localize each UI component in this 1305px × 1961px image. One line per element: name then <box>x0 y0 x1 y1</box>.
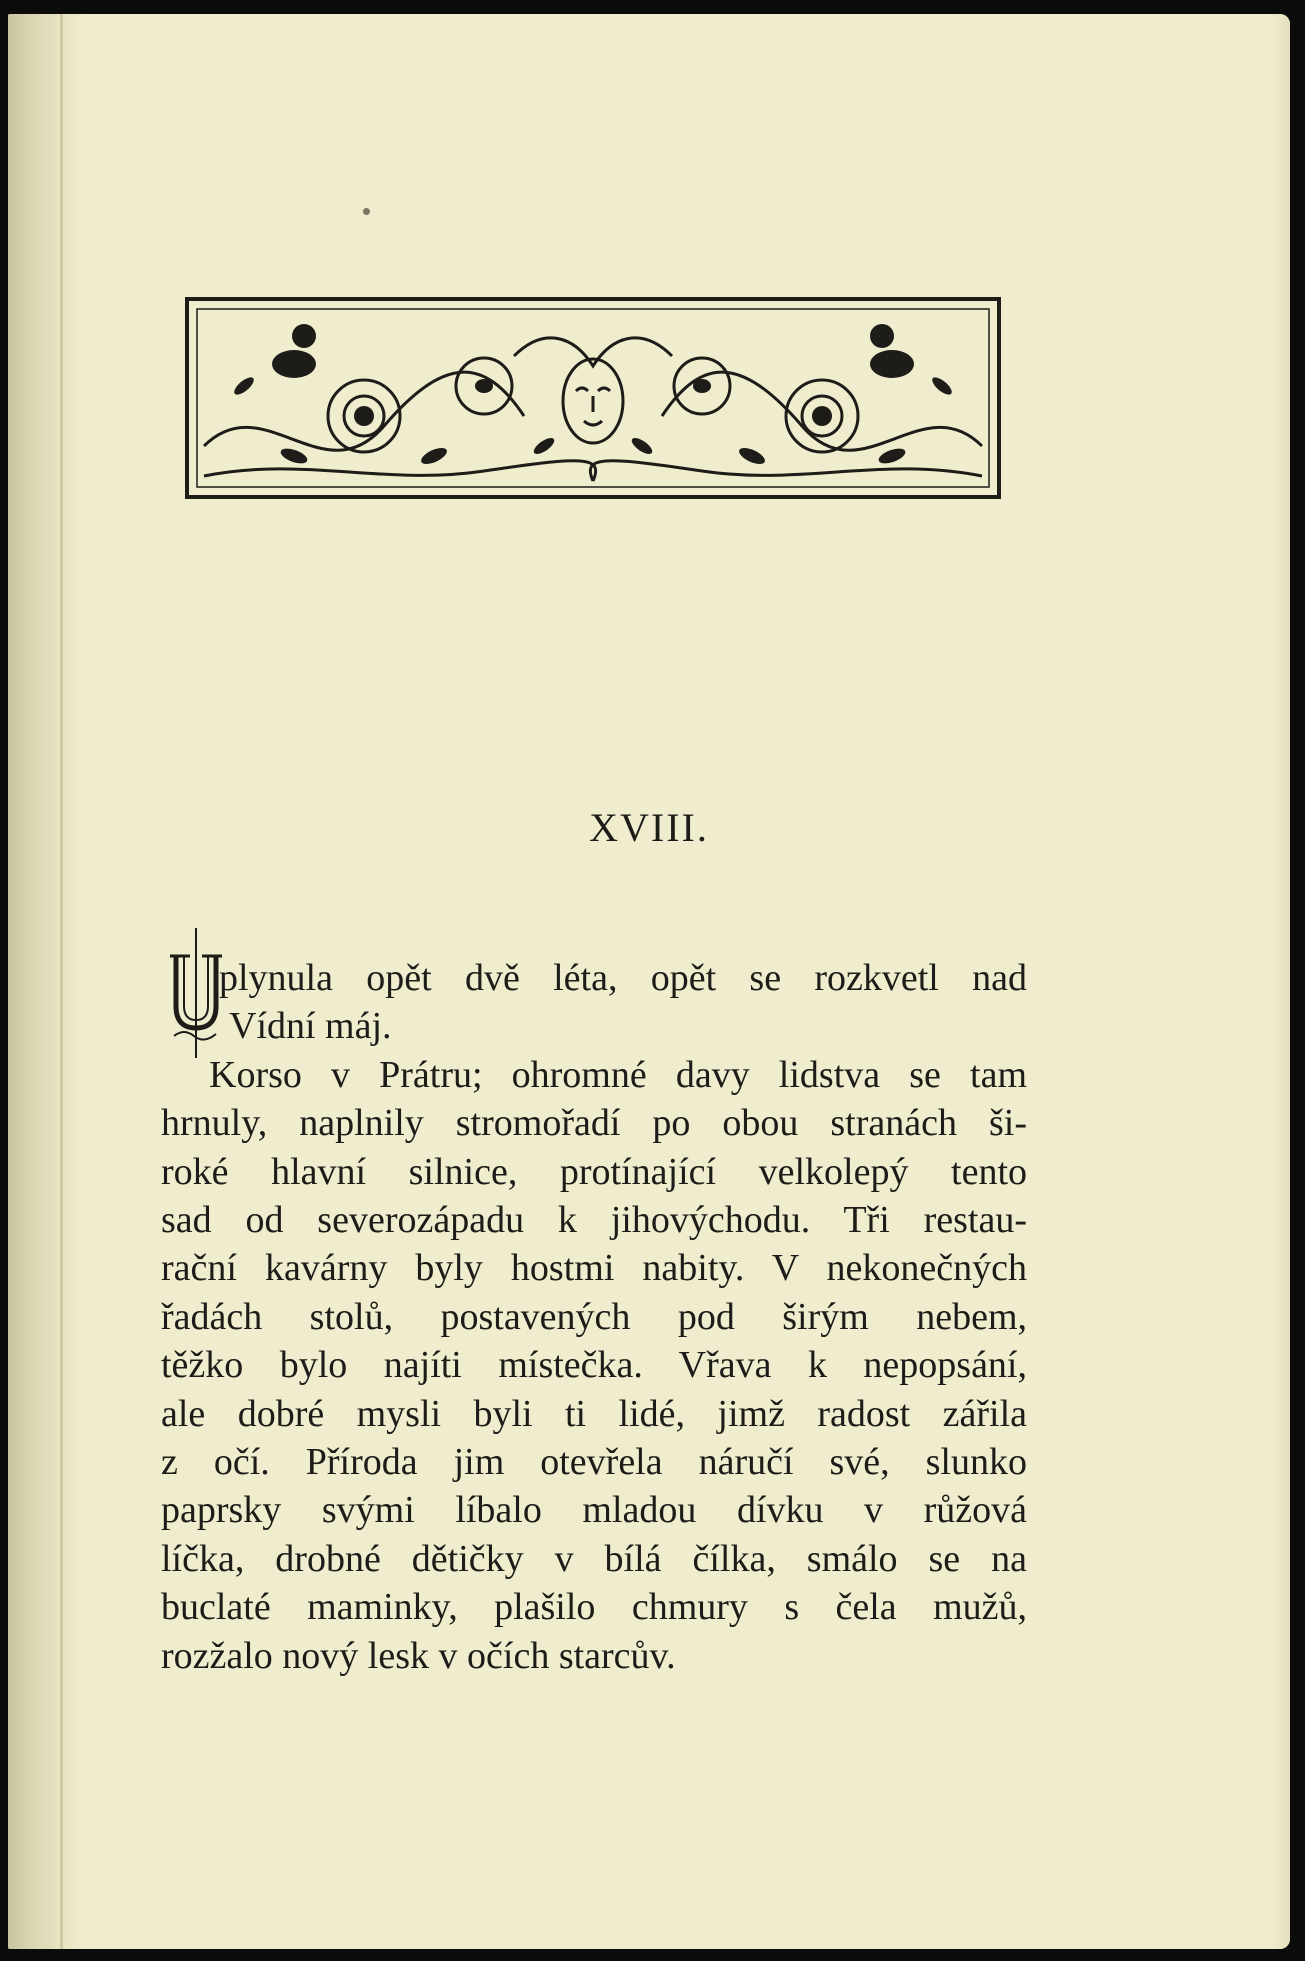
text-line: z očí. Příroda jim otevřela náručí své, slunko <box>161 1441 1027 1484</box>
gutter-fold-line <box>60 14 63 1949</box>
text-line: těžko bylo najíti místečka. Vřava k nepopsání, <box>161 1344 1027 1387</box>
page-gutter-shadow <box>8 14 86 1949</box>
text-line: roké hlavní silnice, protínající velkolepý tento <box>161 1150 1027 1193</box>
text-line: ale dobré mysli byli ti lidé, jimž radost zářila <box>161 1392 1027 1435</box>
paragraph-2 <box>161 1051 1027 1680</box>
text-line: plynula opět dvě léta, opět se rozkvetl nad <box>219 957 1027 999</box>
text-line: sad od severozápadu k jihovýchodu. Tři restau- <box>161 1199 1027 1242</box>
ornamental-headpiece <box>184 296 1002 500</box>
text-line: Korso v Prátru; ohromné davy lidstva se tam <box>209 1053 1027 1096</box>
headpiece-vignette-icon <box>184 296 1002 500</box>
text-line: řadách stolů, postavených pod širým nebem, <box>161 1295 1027 1338</box>
text-line: líčka, drobné dětičky v bílá čílka, smálo se na <box>161 1537 1027 1580</box>
ink-speck <box>363 208 370 215</box>
text-line: paprsky svými líbalo mladou dívku v růžová <box>161 1489 1027 1532</box>
text-line: Vídní máj. <box>229 1005 392 1048</box>
text-line: rozžalo nový lesk v očích starcův. <box>161 1634 676 1677</box>
chapter-number: XVIII. <box>589 805 709 850</box>
text-line: rační kavárny byly hostmi nabity. V nekonečných <box>161 1247 1027 1290</box>
book-page <box>8 14 1290 1949</box>
page-right-edge <box>1270 14 1290 1949</box>
text-line: hrnuly, naplnily stromořadí po obou stranách ši- <box>161 1102 1027 1145</box>
paragraph-1 <box>161 954 1027 1051</box>
body-text <box>161 954 1027 1680</box>
text-line: buclaté maminky, plašilo chmury s čela mužů, <box>161 1586 1027 1629</box>
